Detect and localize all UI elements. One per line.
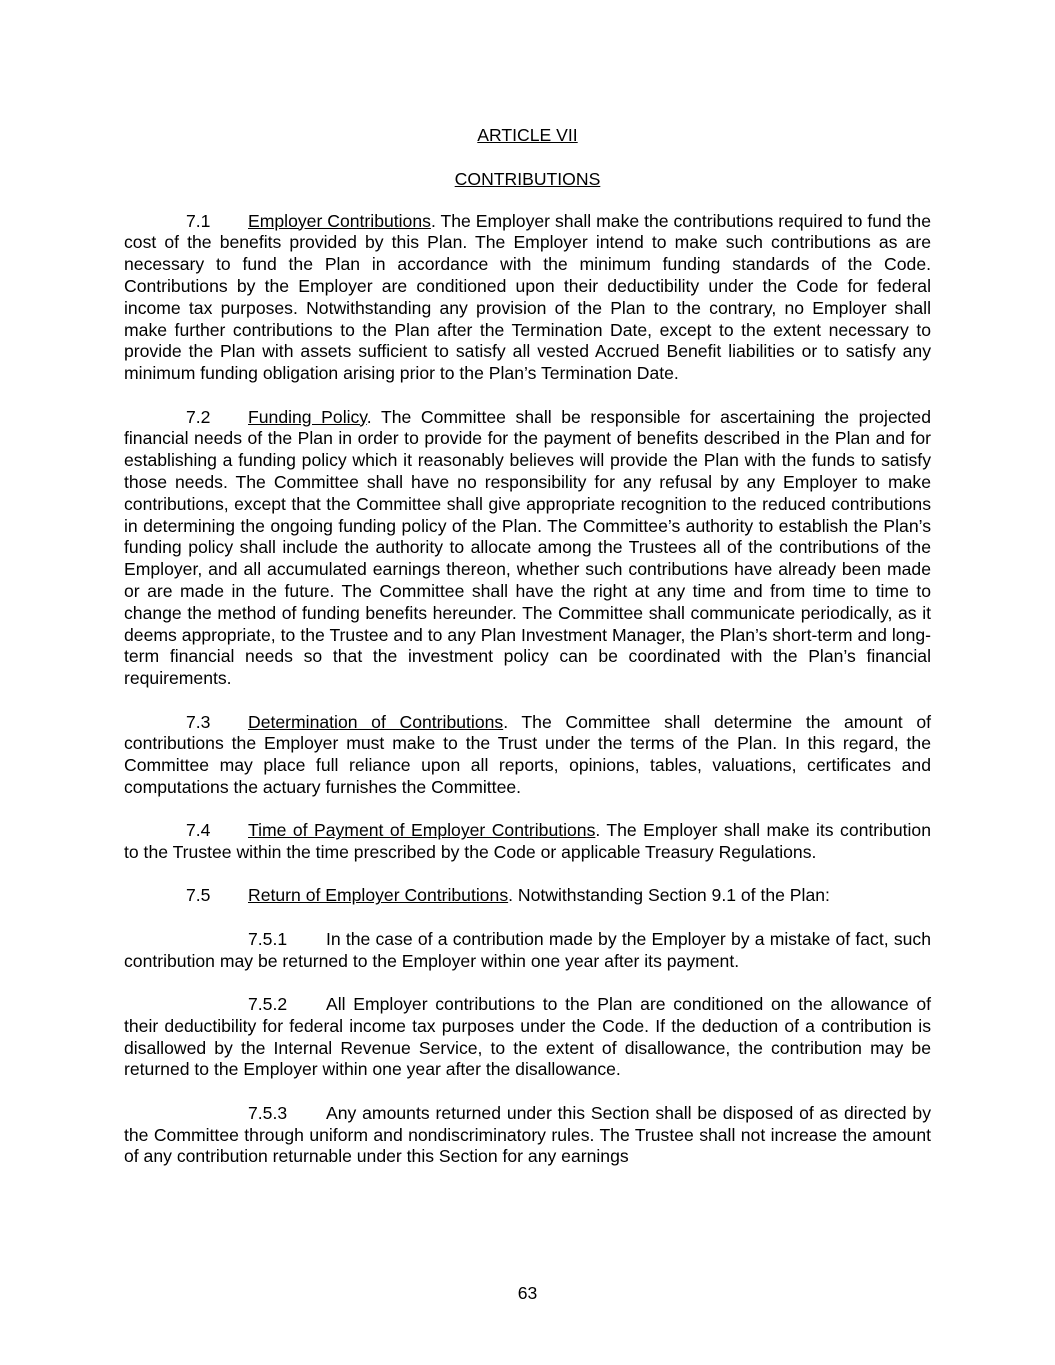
article-subtitle-text: CONTRIBUTIONS — [454, 168, 601, 189]
subsection-number: 7.5.3 — [248, 1102, 288, 1123]
section-body: . The Committee shall determine the amount of contributions the Employer must make to the Trust under the terms of the Plan. In this regard, the Committee may place full reliance upon all reports, opinions, tables, valuations, certificates and computations the actuary furnishes the Committee. — [124, 711, 931, 797]
section-7-5-1 — [124, 929, 931, 973]
section-body: . The Committee shall be responsible for ascertaining the projected financial needs of the Plan in order to provide for the payment of benefits described in the Plan and for establishing a funding policy which it reasonably believes will provide the Plan with the funds to satisfy those needs. The Committee shall have no responsibility for any refusal by any Employer to make contributions, except that the Committee shall give appropriate recognition to the reduced contributions in determining the ongoing funding policy of the Plan. The Committee’s authority to establish the Plan’s funding policy shall include the authority to allocate among the Trustees all of the contributions of the Employer, and all accumulated earnings thereon, whether such contributions have already been made or are made in the future. The Committee shall have the right at any time and from time to time to change the method of funding benefits hereunder. The Committee shall communicate periodically, as it deems appropriate, to the Trustee and to any Plan Investment Manager, the Plan’s short-term and long-term financial needs so that the investment policy can be coordinated with the Plan’s financial requirements. — [124, 406, 931, 689]
section-7-5-3 — [124, 1103, 931, 1168]
section-7-5 — [124, 885, 931, 907]
section-body: . The Employer shall make its contribution to the Trustee within the time prescribed by the Code or applicable Treasury Regulations. — [124, 820, 931, 863]
article-title — [124, 125, 931, 147]
subsection-number: 7.5.1 — [248, 928, 288, 949]
section-7-2 — [124, 407, 931, 690]
subsection-body: Any amounts returned under this Section shall be disposed of as directed by the Committee through uniform and nondiscriminatory rules. The Trustee shall not increase the amount of any contribution returnable under this Section for any earnings — [124, 1102, 931, 1167]
article-title-text: ARTICLE VII — [477, 125, 578, 145]
section-heading: Employer Contributions — [248, 210, 431, 231]
section-7-3 — [124, 712, 931, 799]
document-page — [124, 118, 931, 1168]
section-body: . The Employer shall make the contributions required to fund the cost of the benefits provided by this Plan. The Employer intend to make such contributions as are necessary to fund the Plan in accordance with the minimum funding standards of the Code. Contributions by the Employer are conditioned upon their deductibility under the Code for federal income tax purposes. Notwithstanding any provision of the Plan to the contrary, no Employer shall make further contributions to the Plan after the Termination Date, except to the extent necessary to provide the Plan with assets sufficient to satisfy all vested Accrued Benefit liabilities or to satisfy any minimum funding obligation arising prior to the Plan’s Termination Date. — [124, 210, 931, 384]
section-number: 7.5 — [186, 885, 211, 906]
section-7-1 — [124, 211, 931, 385]
section-number: 7.1 — [186, 210, 211, 231]
page-number: 63 — [517, 1283, 538, 1303]
subsection-number: 7.5.2 — [248, 994, 288, 1015]
section-number: 7.4 — [186, 820, 211, 841]
article-subtitle — [124, 169, 931, 191]
section-heading: Funding Policy — [248, 406, 367, 427]
section-7-4 — [124, 820, 931, 864]
section-heading: Return of Employer Contributions — [248, 885, 509, 906]
section-body: . Notwithstanding Section 9.1 of the Plan: — [508, 885, 830, 906]
section-number: 7.2 — [186, 406, 211, 427]
section-heading: Time of Payment of Employer Contributions — [248, 820, 596, 841]
section-7-5-2 — [124, 994, 931, 1081]
section-heading: Determination of Contributions — [248, 711, 504, 732]
subsection-body: In the case of a contribution made by the Employer by a mistake of fact, such contribution may be returned to the Employer within one year after its payment. — [124, 928, 931, 971]
section-number: 7.3 — [186, 711, 211, 732]
subsection-body: All Employer contributions to the Plan are conditioned on the allowance of their deductibility for federal income tax purposes under the Code. If the deduction of a contribution is disallowed by the Internal Revenue Service, to the extent of disallowance, the contribution may be returned to the Employer within one year after the disallowance. — [124, 994, 931, 1080]
